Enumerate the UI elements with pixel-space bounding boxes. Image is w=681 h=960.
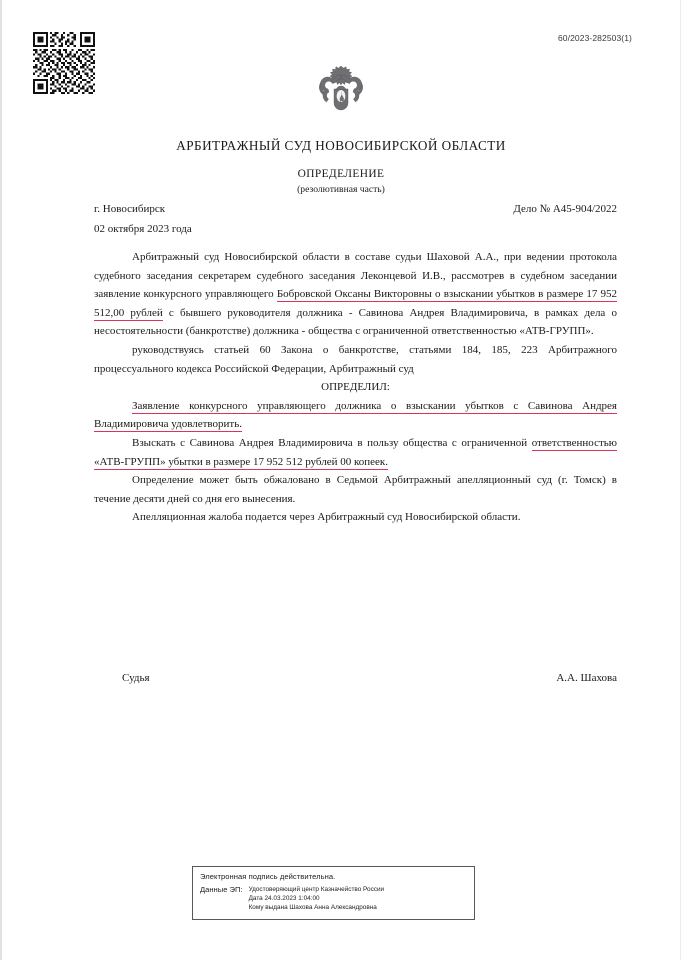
paragraph-appeal-2: Апелляционная жалоба подается через Арбитражный суд Новосибирской области.	[132, 511, 521, 524]
paragraph-appeal-1: Определение может быть обжаловано в Седьмой Арбитражный апелляционный суд (г. Томск) в течение десяти дней со дня его вынесения.	[94, 474, 617, 505]
judge-role-label: Судья	[122, 672, 150, 684]
claim-amount-highlight: Бобровской Оксаны Викторовны о взыскании убытков в размере 17 952 512,00 рублей	[94, 288, 618, 319]
document-date-label: 02 октября 2023 года	[94, 223, 192, 235]
ruling-1-highlight: Заявление конкурсного управляющего должника о взыскании убытков с Савинова Андрея Владимировича удовлетворить.	[94, 399, 617, 431]
ruled-heading: ОПРЕДЕЛИЛ:	[321, 381, 390, 394]
esignature-valid-label: Электронная подпись действительна.	[200, 872, 336, 881]
signature-row	[94, 672, 617, 684]
ruling-2-text-before: Взыскать с Савинова Андрея Владимировича в пользу общества с ограниченной	[132, 436, 532, 449]
paragraph-legal-basis: руководствуясь статьей 60 Закона о банкротстве, статьями 184, 185, 223 Арбитражного процессуального кодекса Российской Федерации, Арбитражный суд	[94, 343, 617, 375]
intro-text-after: с бывшего руководителя должника - Савинова Андрея Владимировича, в рамках дела о несостоятельности (банкротстве) должника - общества с ограниченной ответственностью «АТВ-ГРУПП».	[94, 306, 618, 338]
document-type: ОПРЕДЕЛЕНИЕ	[297, 168, 385, 180]
document-subtype: (резолютивная часть)	[297, 184, 385, 195]
esignature-date: Дата 24.03.2023 1:04:00	[248, 895, 320, 903]
document-body	[94, 248, 617, 527]
intro-text-before: Арбитражный суд Новосибирской области в составе судьи Шаховой А.А., при ведении протокола судебного заседания секретарем судебного заседания Леконцевой И.В., рассмотрев в судебном заседании заявление конкурсного управляющего	[94, 251, 617, 301]
paragraph-intro	[94, 248, 617, 341]
page-title: АРБИТРАЖНЫЙ СУД НОВОСИБИРСКОЙ ОБЛАСТИ	[176, 138, 506, 153]
case-number-label: Дело № А45-904/2022	[513, 203, 617, 215]
esignature-data-label: Данные ЭП:	[200, 885, 243, 894]
judge-name-label: А.А. Шахова	[556, 672, 617, 684]
russian-coat-of-arms-wrap	[2, 62, 680, 118]
esignature-authority: Удостоверяющий центр Казначейство России	[248, 886, 385, 893]
paragraph-ruling-1	[94, 397, 617, 434]
russian-coat-of-arms	[312, 62, 370, 118]
paragraph-ruling-2	[94, 434, 617, 471]
awarded-amount-highlight: ответственностью «АТВ-ГРУПП» убытки в размере 17 952 512 рублей 00 копеек.	[94, 436, 617, 468]
document-id-label: 60/2023-282503(1)	[557, 33, 632, 43]
document-meta-row	[94, 203, 617, 215]
esignature-holder: Кому выдана Шахова Анна Александровна	[248, 904, 377, 912]
city-label: г. Новосибирск	[94, 203, 166, 215]
electronic-signature-stamp	[192, 866, 475, 920]
